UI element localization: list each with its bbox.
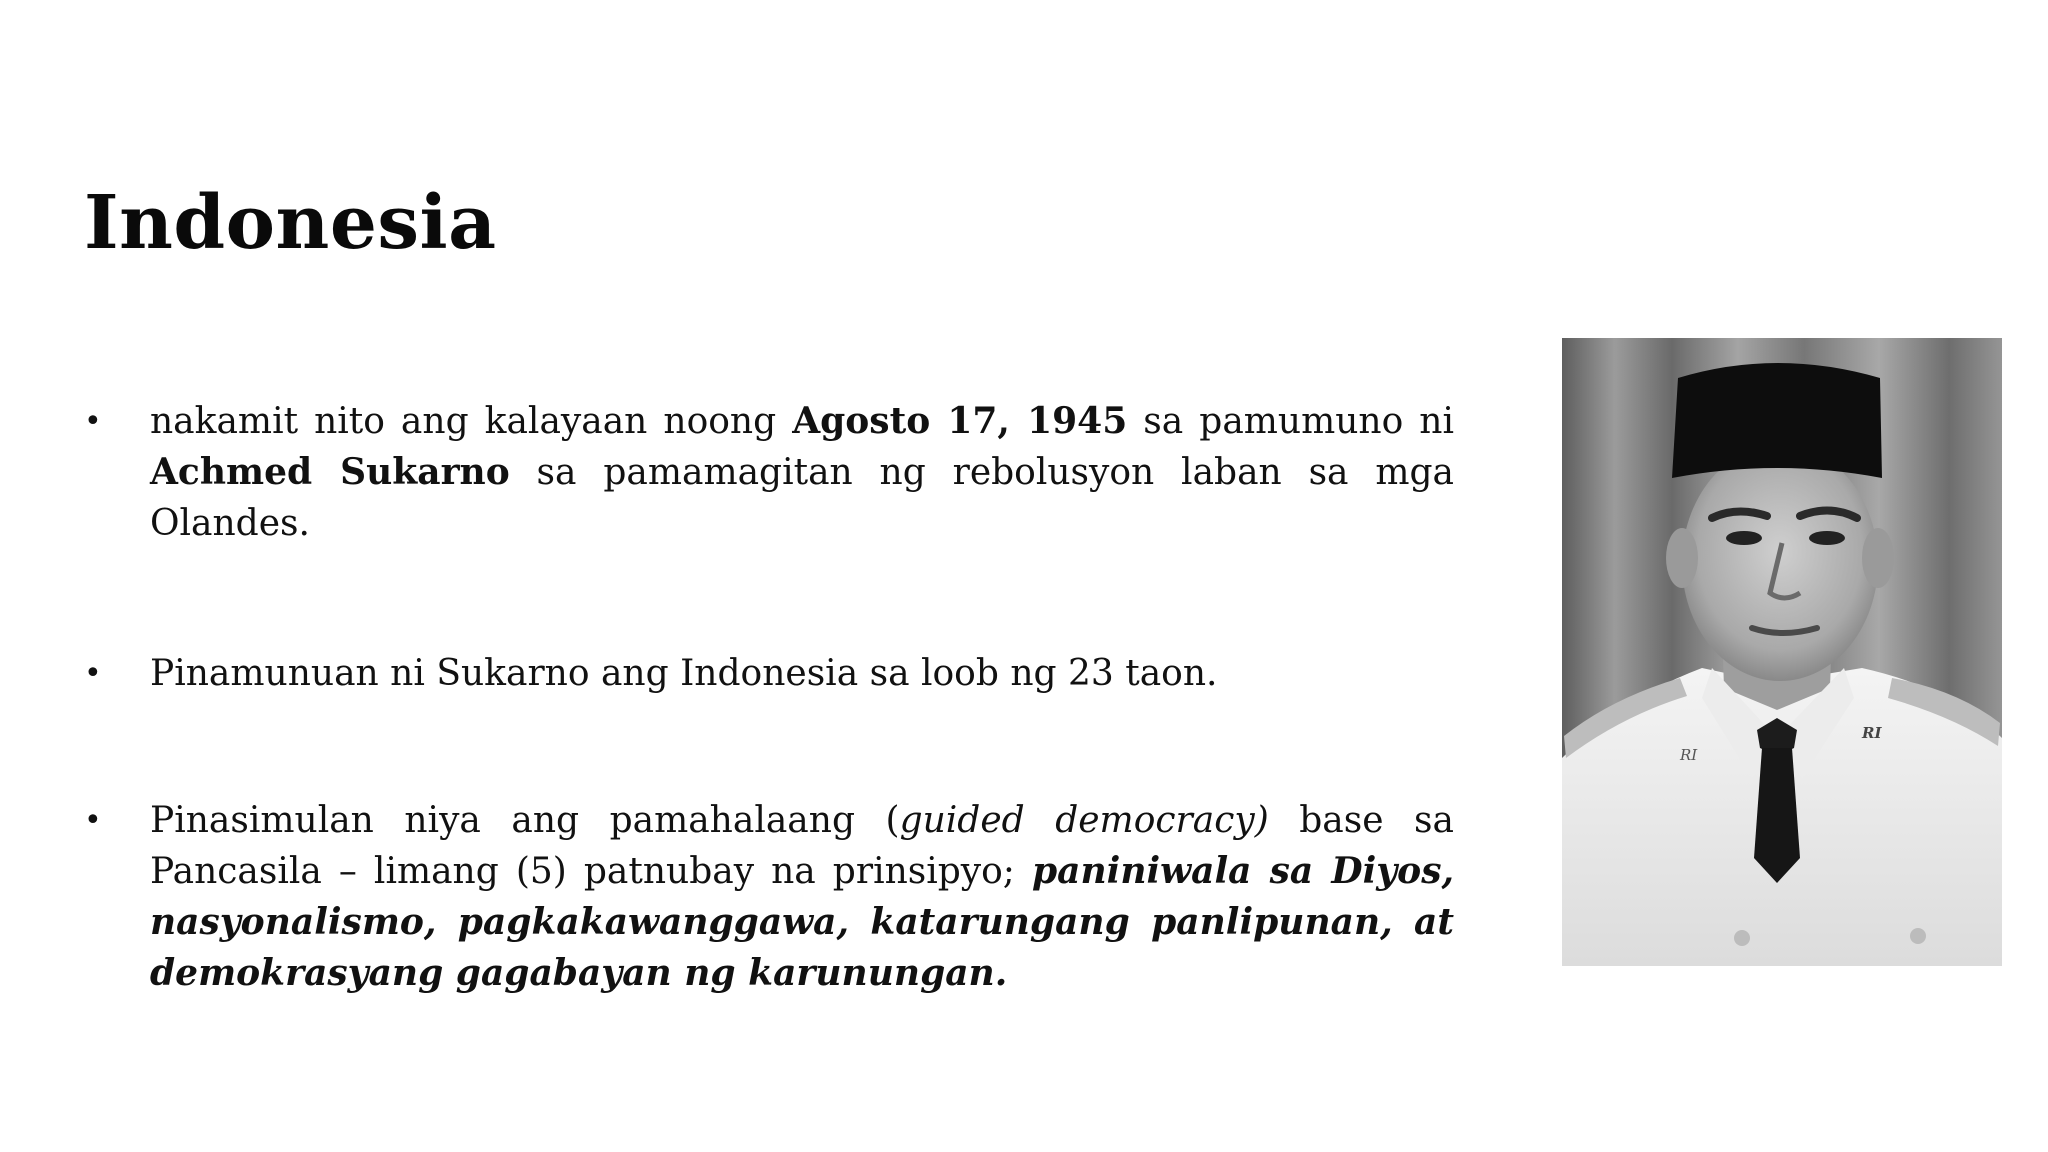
bullet-dot-icon: • xyxy=(84,404,102,439)
name-highlight: Achmed Sukarno xyxy=(150,451,510,493)
bullet-text-segment: Pinamunuan ni Sukarno ang Indonesia sa loob ng 23 taon. xyxy=(150,653,1218,694)
date-highlight: Agosto 17, 1945 xyxy=(792,400,1128,442)
badge-left-text: RI xyxy=(1680,746,1698,764)
principles-highlight: paniniwala sa Diyos, nasyonalismo, pagkakawanggawa, katarungang panlipunan, at demokrasyang gagabayan ng karunungan. xyxy=(150,850,1454,994)
bullet-text xyxy=(150,795,1454,999)
bullet-text-segment: sa pamamagitan ng rebolusyon laban sa mga Olandes. xyxy=(150,452,1454,544)
portrait-photo xyxy=(1562,338,2002,966)
bullet-text-segment: nakamit nito ang kalayaan noong xyxy=(150,401,793,442)
bullet-text-segment: sa pamumuno ni xyxy=(1127,401,1455,442)
bullet-item xyxy=(84,396,1454,549)
bullet-text-segment: base sa Pancasila – limang (5) patnubay na prinsipyo; xyxy=(150,800,1454,892)
bullet-dot-icon: • xyxy=(84,803,102,838)
bullet-dot-icon: • xyxy=(84,656,102,691)
portrait-illustration xyxy=(1562,338,2002,966)
slide-title: Indonesia xyxy=(84,180,497,266)
bullet-text xyxy=(150,648,1454,699)
badge-right-text: RI xyxy=(1862,724,1882,742)
bullet-item xyxy=(84,648,1454,699)
term-italic: guided democracy) xyxy=(899,800,1269,841)
bullet-text xyxy=(150,396,1454,549)
bullet-text-segment: Pinasimulan niya ang pamahalaang ( xyxy=(150,800,900,841)
bullet-item xyxy=(84,795,1454,999)
bullet-list xyxy=(84,396,1454,999)
